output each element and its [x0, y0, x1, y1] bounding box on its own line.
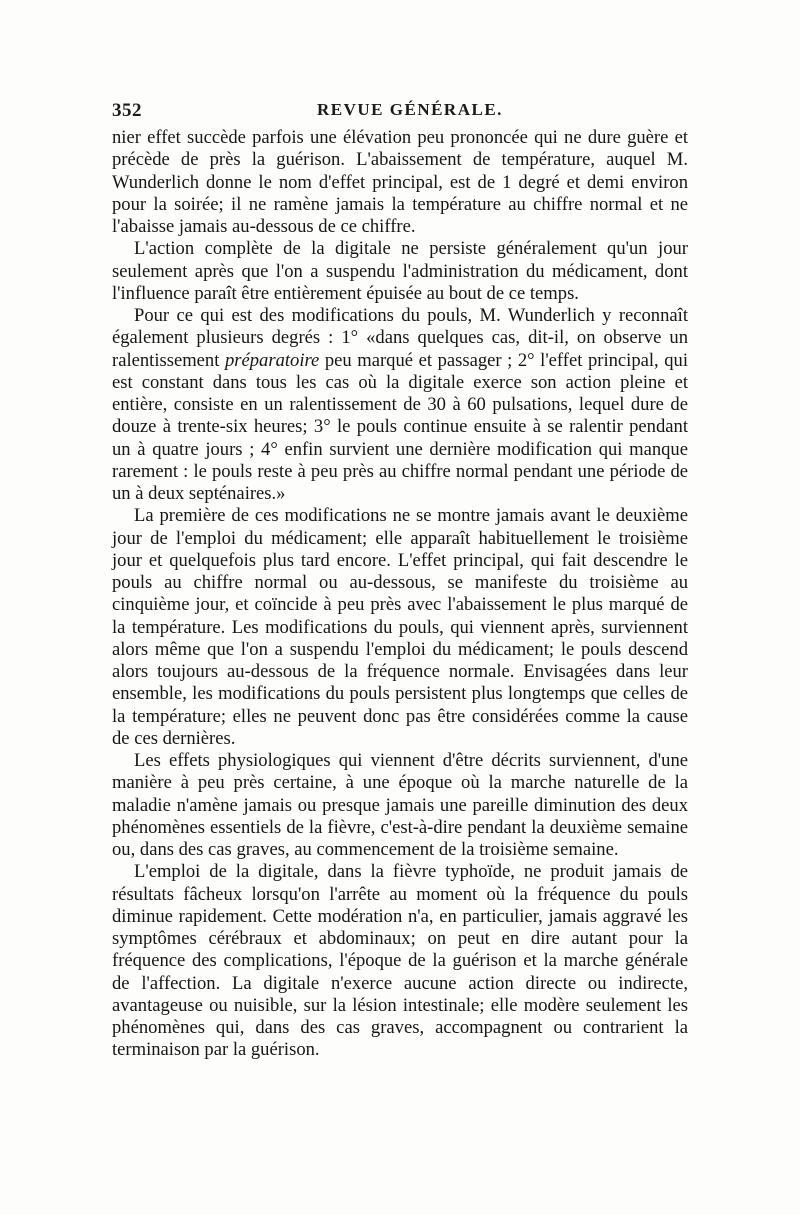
paragraph-text: La première de ces modifications ne se montre jamais avant le deuxième jour de l'emploi du médicament; elle apparaît habituellement le troisième jour et quelquefois plus tard encore. L'effet principal, qui fait descendre le pouls au chiffre normal ou au-dessous, se manifeste du troisième au cinquième jour, et coïncide à peu près avec l'abaissement le plus marqué de la température. Les modifications du pouls, qui viennent après, surviennent alors même que l'on a suspendu l'emploi du médicament; le pouls descend alors toujours au-dessous de la fréquence normale. Envisagées dans leur ensemble, les modifications du pouls persistent plus longtemps que celles de la température; elles ne peuvent donc pas être considérées comme la cause de ces dernières.	[112, 505, 688, 749]
paragraph	[112, 305, 688, 505]
paragraph-text: nier effet succède parfois une élévation peu prononcée qui ne dure guère et précède de près la guérison. L'abaissement de température, auquel M. Wunderlich donne le nom d'effet principal, est de 1 degré et demi environ pour la soirée; il ne ramène jamais la température au chiffre normal et ne l'abaisse jamais au-dessous de ce chiffre.	[112, 127, 688, 237]
paragraph-text: Pour ce qui est des modifications du pouls, M. Wunderlich y reconnaît également plusieurs degrés : 1° «dans quelques cas, dit-il, on observe un ralentissement	[112, 305, 688, 371]
paragraph	[112, 750, 688, 861]
page-header	[112, 100, 688, 128]
paragraph	[112, 505, 688, 750]
paragraph	[112, 127, 688, 238]
body-text	[112, 127, 688, 1062]
paragraph-text: L'emploi de la digitale, dans la fièvre typhoïde, ne produit jamais de résultats fâcheux lorsqu'on l'arrête au moment où la fréquence du pouls diminue rapidement. Cette modération n'a, en particulier, jamais aggravé les symptômes cérébraux et abdominaux; on peut en dire autant pour la fréquence des complications, l'époque de la guérison et la marche générale de l'affection. La digitale n'exerce aucune action directe ou indirecte, avantageuse ou nuisible, sur la lésion intestinale; elle modère seulement les phénomènes qui, dans des cas graves, accompagnent ou contrarient la terminaison par la guérison.	[112, 861, 688, 1061]
running-title: REVUE GÉNÉRALE.	[317, 100, 503, 119]
paragraph	[112, 238, 688, 305]
paragraph-text: peu marqué et passager ; 2° l'effet principal, qui est constant dans tous les cas où la digitale exerce son action pleine et entière, consiste en un ralentissement de 30 à 60 pulsations, lequel dure de douze à trente-six heures; 3° le pouls continue ensuite à se ralentir pendant un à quatre jours ; 4° enfin survient une dernière modification qui manque rarement : le pouls reste à peu près au chiffre normal pendant une période de un à deux septénaires.»	[112, 349, 689, 504]
italic-term: préparatoire	[224, 349, 320, 371]
page-number: 352	[112, 100, 142, 121]
paragraph-text: L'action complète de la digitale ne persiste généralement qu'un jour seulement après que l'on a suspendu l'administration du médicament, dont l'influence paraît être entièrement épuisée au bout de ce temps.	[112, 238, 688, 304]
paragraph-text: Les effets physiologiques qui viennent d'être décrits surviennent, d'une manière à peu près certaine, à une époque où la marche naturelle de la maladie n'amène jamais ou presque jamais une pareille diminution des deux phénomènes essentiels de la fièvre, c'est-à-dire pendant la deuxième semaine ou, dans des cas graves, au commencement de la troisième semaine.	[112, 750, 688, 860]
paragraph	[112, 861, 688, 1061]
